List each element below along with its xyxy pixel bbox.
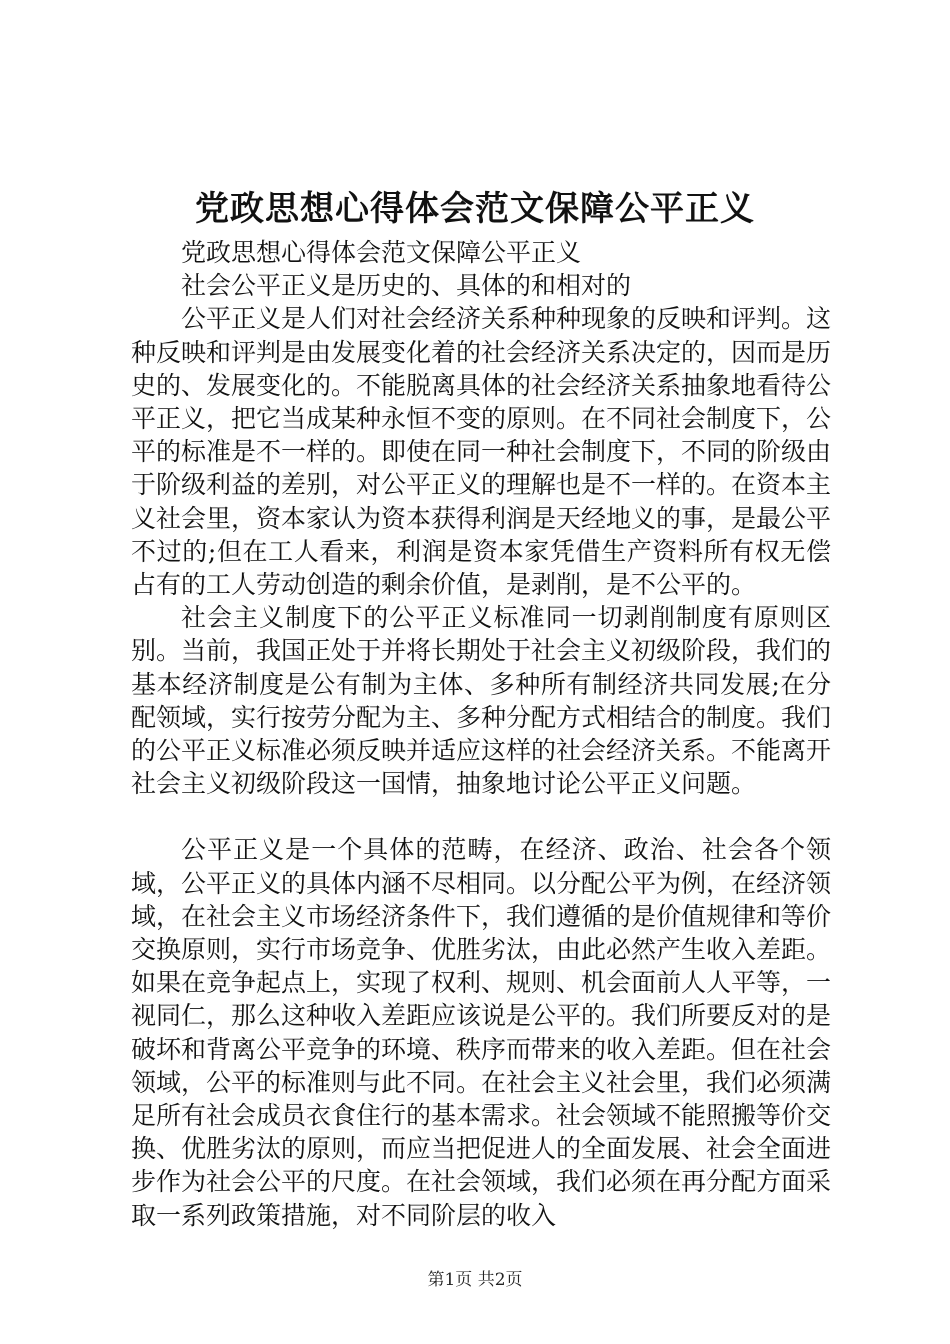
paragraph-gap xyxy=(131,800,831,833)
document-title: 党政思想心得体会范文保障公平正义 xyxy=(195,189,755,229)
paragraph-3: 公平正义是一个具体的范畴，在经济、政治、社会各个领域，公平正义的具体内涵不尽相同。以分配公平为例，在经济领域，在社会主义市场经济条件下，我们遵循的是价值规律和等价交换原则，实行市场竞争、优胜劣汰，由此必然产生收入差距。如果在竞争起点上，实现了权利、规则、机会面前人人平等，一视同仁，那么这种收入差距应该说是公平的。我们所要反对的是破坏和背离公平竞争的环境、秩序而带来的收入差距。但在社会领域，公平的标准则与此不同。在社会主义社会里，我们必须满足所有社会成员衣食住行的基本需求。社会领域不能照搬等价交换、优胜劣汰的原则，而应当把促进人的全面发展、社会全面进步作为社会公平的尺度。在社会领域，我们必须在再分配方面采取一系列政策措施，对不同阶层的收入 xyxy=(131,835,832,1230)
paragraph-subtitle: 党政思想心得体会范文保障公平正义 xyxy=(181,238,582,267)
paragraph-heading: 社会公平正义是历史的、具体的和相对的 xyxy=(181,271,632,301)
document-body xyxy=(131,236,831,1232)
page-footer: 第1页 共2页 xyxy=(427,1270,523,1290)
paragraph-1: 公平正义是人们对社会经济关系种种现象的反映和评判。这种反映和评判是由发展变化着的社会经济关系决定的，因而是历史的、发展变化的。不能脱离具体的社会经济关系抽象地看待公平正义，把它当成某种永恒不变的原则。在不同社会制度下，公平的标准是不一样的。即使在同一种社会制度下，不同的阶级由于阶级利益的差别，对公平正义的理解也是不一样的。在资本主义社会里，资本家认为资本获得利润是天经地义的事，是最公平不过的;但在工人看来，利润是资本家凭借生产资料所有权无偿占有的工人劳动创造的剩余价值，是剥削，是不公平的。 xyxy=(131,304,832,600)
paragraph-2: 社会主义制度下的公平正义标准同一切剥削制度有原则区别。当前，我国正处于并将长期处于社会主义初级阶段，我们的基本经济制度是公有制为主体、多种所有制经济共同发展;在分配领域，实行按劳分配为主、多种分配方式相结合的制度。我们的公平正义标准必须反映并适应这样的社会经济关系。不能离开社会主义初级阶段这一国情，抽象地讨论公平正义问题。 xyxy=(131,603,832,799)
